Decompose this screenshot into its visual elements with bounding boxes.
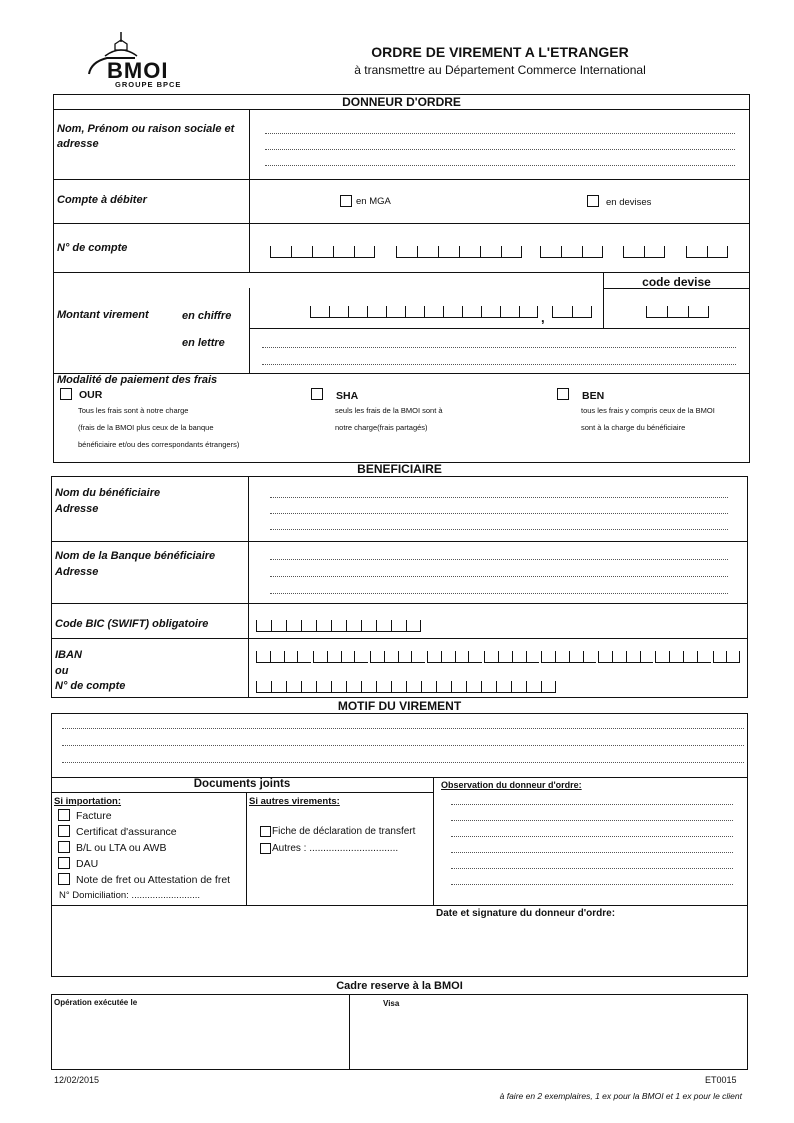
sha-desc-1: seuls les frais de la BMOI sont à <box>335 406 443 415</box>
account-suffix-cells[interactable] <box>686 246 728 258</box>
fiche-checkbox[interactable] <box>260 826 271 837</box>
our-desc-1: Tous les frais sont à notre charge <box>78 406 189 415</box>
mga-checkbox[interactable] <box>340 195 352 207</box>
observation-title: Observation du donneur d'ordre: <box>441 780 582 790</box>
our-desc-2: (frais de la BMOI plus ceux de la banque <box>78 423 214 432</box>
sha-label: SHA <box>336 390 359 402</box>
facture-label: Facture <box>76 810 112 822</box>
our-desc-3: bénéficiaire et/ou des correspondants étrangers) <box>78 440 240 449</box>
operation-label: Opération exécutée le <box>54 998 138 1007</box>
dau-checkbox[interactable] <box>58 857 70 869</box>
sha-checkbox[interactable] <box>311 388 323 400</box>
beneficiaire-numero-label: N° de compte <box>55 680 126 692</box>
observation-line-4[interactable] <box>451 852 733 853</box>
decimal-comma: , <box>541 310 545 325</box>
ben-desc-1: tous les frais y compris ceux de la BMOI <box>581 406 715 415</box>
donneur-name-label: Nom, Prénom ou raison sociale et adresse <box>57 123 235 150</box>
import-title: Si importation: <box>54 796 122 807</box>
signature-area[interactable] <box>52 922 746 976</box>
observation-line-3[interactable] <box>451 836 733 837</box>
form-title: ORDRE DE VIREMENT A L'ETRANGER <box>371 44 629 60</box>
our-checkbox[interactable] <box>60 388 72 400</box>
logo-text: BMOI <box>107 58 169 83</box>
en-chiffre-label: en chiffre <box>182 310 232 322</box>
documents-title: Documents joints <box>193 778 291 790</box>
en-lettre-label: en lettre <box>182 337 225 349</box>
footer-date: 12/02/2015 <box>54 1075 100 1085</box>
beneficiaire-line-3[interactable] <box>270 529 728 530</box>
frais-title: Modalité de paiement des frais <box>57 374 218 386</box>
fiche-label: Fiche de déclaration de transfert <box>272 826 416 837</box>
bl-label: B/L ou LTA ou AWB <box>76 842 167 854</box>
bmoi-frame <box>51 994 748 1070</box>
fret-label: Note de fret ou Attestation de fret <box>76 874 231 886</box>
donneur-section-title: DONNEUR D'ORDRE <box>342 95 461 109</box>
beneficiaire-section <box>51 476 748 698</box>
account-bank-cells[interactable] <box>270 246 375 258</box>
mga-label: en MGA <box>356 196 391 207</box>
beneficiaire-line-2[interactable] <box>270 513 728 514</box>
bic-label: Code BIC (SWIFT) obligatoire <box>55 618 209 630</box>
motif-line-2[interactable] <box>62 745 744 746</box>
compte-debiter-label: Compte à débiter <box>57 194 147 206</box>
numero-compte-label: N° de compte <box>57 242 128 254</box>
footer-note: à faire en 2 exemplaires, 1 ex pour la BMOI et 1 ex pour le client <box>499 1091 742 1101</box>
beneficiaire-account-cells[interactable] <box>256 681 556 693</box>
donneur-name-line-2[interactable] <box>265 149 735 150</box>
nom-beneficiaire-label: Nom du bénéficiaire <box>55 487 161 499</box>
fret-checkbox[interactable] <box>58 873 70 885</box>
adresse-banque-label: Adresse <box>55 566 99 578</box>
bic-cells[interactable] <box>256 620 421 632</box>
beneficiaire-section-title: BENEFICIAIRE <box>357 462 442 476</box>
devises-checkbox[interactable] <box>587 195 599 207</box>
devises-label: en devises <box>606 197 652 208</box>
observation-line-1[interactable] <box>451 804 733 805</box>
visa-label: Visa <box>383 999 400 1008</box>
donneur-name-line-3[interactable] <box>265 165 735 166</box>
banque-line-3[interactable] <box>270 593 728 594</box>
donneur-name-line-1[interactable] <box>265 133 735 134</box>
banque-beneficiaire-label: Nom de la Banque bénéficiaire <box>55 550 216 562</box>
bmoi-frame-title: Cadre reserve à la BMOI <box>336 980 463 992</box>
observation-line-5[interactable] <box>451 868 733 869</box>
signature-label: Date et signature du donneur d'ordre: <box>436 908 616 919</box>
form-subtitle: à transmettre au Département Commerce International <box>354 63 646 77</box>
autres-checkbox[interactable] <box>260 843 271 854</box>
motif-line-1[interactable] <box>62 728 744 729</box>
banque-line-1[interactable] <box>270 559 728 560</box>
account-key-cells[interactable] <box>623 246 665 258</box>
account-number-cells[interactable] <box>540 246 603 258</box>
ben-desc-2: sont à la charge du bénéficiaire <box>581 423 686 432</box>
observation-line-2[interactable] <box>451 820 733 821</box>
ben-label: BEN <box>582 390 605 402</box>
amount-decimal-cells[interactable] <box>552 306 592 318</box>
autres-label: Autres : ................................ <box>272 843 399 854</box>
bl-checkbox[interactable] <box>58 841 70 853</box>
motif-line-3[interactable] <box>62 762 744 763</box>
amount-words-line-2[interactable] <box>262 364 736 365</box>
ou-label: ou <box>55 665 69 677</box>
assurance-checkbox[interactable] <box>58 825 70 837</box>
observation-line-6[interactable] <box>451 884 733 885</box>
ben-checkbox[interactable] <box>557 388 569 400</box>
motif-section-title: MOTIF DU VIREMENT <box>337 699 462 713</box>
facture-checkbox[interactable] <box>58 809 70 821</box>
banque-line-2[interactable] <box>270 576 728 577</box>
assurance-label: Certificat d'assurance <box>76 826 177 838</box>
montant-label: Montant virement <box>57 309 149 321</box>
sha-desc-2: notre charge(frais partagés) <box>335 423 428 432</box>
footer-code: ET0015 <box>705 1075 737 1085</box>
currency-code-cells[interactable] <box>646 306 709 318</box>
beneficiaire-line-1[interactable] <box>270 497 728 498</box>
account-branch-cells[interactable] <box>396 246 522 258</box>
our-label: OUR <box>79 389 103 401</box>
iban-cells[interactable] <box>256 651 740 663</box>
amount-words-line-1[interactable] <box>262 347 736 348</box>
amount-digit-cells[interactable] <box>310 306 538 318</box>
autres-title: Si autres virements: <box>249 796 340 807</box>
adresse-beneficiaire-label: Adresse <box>55 503 99 515</box>
code-devise-label: code devise <box>642 275 711 289</box>
bmoi-logo <box>85 28 215 90</box>
dau-label: DAU <box>76 858 99 870</box>
domiciliation-field[interactable]: N° Domiciliation: .......................... <box>59 890 201 901</box>
iban-label: IBAN <box>55 649 82 661</box>
logo-subtext: GROUPE BPCE <box>115 80 182 89</box>
